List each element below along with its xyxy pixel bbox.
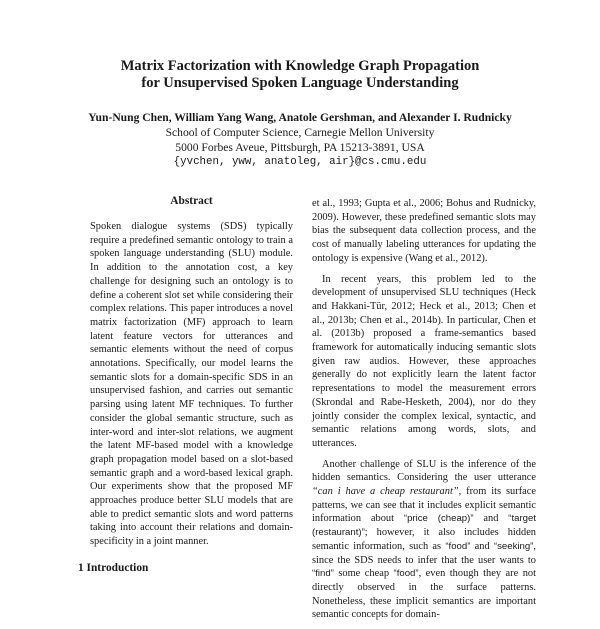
right-column [312, 197, 536, 629]
email-addresses: {yvchen, yww, anatoleg, air}@cs.cmu.edu [173, 156, 427, 168]
p3-text-a: Another challenge of SLU is the inference of the hidden semantics. Considering the user utterance [312, 458, 536, 484]
p3-slot-food: “food” [445, 540, 471, 552]
author-names: Yun-Nung Chen, William Yang Wang, Anatole Gershman, and Alexander I. Rudnicky [88, 111, 512, 124]
p3-text-h: , even though they are not directly observed in the surface patterns. Nonetheless, these implicit semantics are important semantic concepts for domain- [312, 568, 536, 621]
paragraph-2: In recent years, this problem led to the development of unsupervised SLU techniques (Heck and Hakkani-Tür, 2012; Heck et al., 2013; Chen et al., 2013b; Chen et al., 2014b). In particular, Chen et al. (2013b) proposed a frame-semantics based framework for automatically inducing semantic slots given raw audios. However, these approaches generally do not explicitly learn the latent factor representations to model the measurement errors (Skrondal and Rabe-Hesketh, 2004), nor do they jointly consider the complex lexical, syntactic, and semantic relations among words, slots, and utterances. [312, 273, 536, 449]
p3-text-f: , since the SDS needs to infer that the user wants to [312, 540, 536, 566]
p3-example-utterance: “can i have a cheap restaurant” [312, 486, 459, 498]
address: 5000 Forbes Aveue, Pittsburgh, PA 15213-3891, USA [175, 141, 425, 154]
p3-text-d: ; however, it also includes hidden semantic information, such as [312, 527, 536, 552]
author-block [0, 110, 600, 170]
p3-text-e: and [470, 540, 494, 552]
paragraph-1: et al., 1993; Gupta et al., 2006; Bohus and Rudnicky, 2009). However, these predefined semantic slots may bias the subsequent data collection process, and the cost of manually labeling utterances for updating the ontology is expensive (Wang et al., 2012). [312, 198, 536, 264]
p3-text-g: some cheap [333, 568, 394, 580]
p3-text-b: , from its surface patterns, we can see that it includes explicit semantic information about [312, 486, 536, 525]
paragraph-3 [312, 458, 536, 622]
affiliation: School of Computer Science, Carnegie Mellon University [165, 126, 435, 139]
p3-text-c: and [473, 513, 509, 525]
abstract-heading: Abstract [170, 195, 213, 207]
p3-slot-target: “target (restaurant)” [312, 513, 536, 539]
p3-word-find: “find” [312, 568, 334, 580]
paper-title [0, 58, 600, 92]
title-line-1: Matrix Factorization with Knowledge Graph Propagation [120, 58, 480, 74]
p3-word-food: “food” [393, 568, 419, 580]
section-heading-introduction: 1 Introduction [78, 561, 149, 574]
p3-slot-seeking: “seeking” [493, 540, 534, 552]
abstract-body: Spoken dialogue systems (SDS) typically require a predefined semantic ontology to train a spoken language understanding (SLU) module. In addition to the annotation cost, a key challenge for designing such an ontology is to define a coherent slot set while considering their complex relations. This paper introduces a novel matrix factorization (MF) approach to learn latent feature vectors for utterances and semantic elements without the need of corpus annotations. Specifically, our model learns the semantic slots for a domain-specific SDS in an unsupervised fashion, and carries out semantic parsing using latent MF techniques. To further consider the global semantic structure, such as inter-word and inter-slot relations, we augment the latent MF-based model with a knowledge graph propagation model based on a slot-based semantic graph and a word-based lexical graph. Our experiments show that the proposed MF approaches produce better SLU models that are able to predict semantic slots and word patterns taking into account their relations and domain-specificity in a joint manner. [90, 221, 293, 548]
title-line-2: for Unsupervised Spoken Language Understanding [141, 75, 459, 91]
p3-slot-price: “price (cheap)” [403, 513, 474, 525]
left-column [78, 194, 293, 575]
